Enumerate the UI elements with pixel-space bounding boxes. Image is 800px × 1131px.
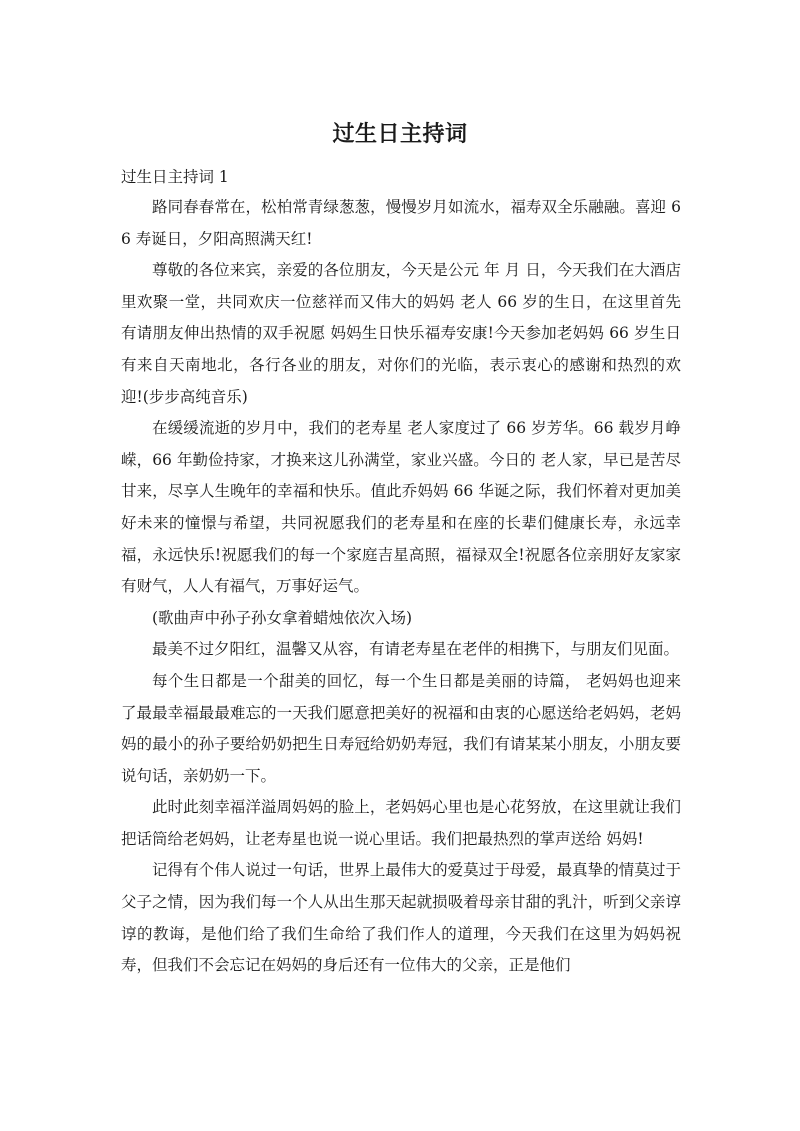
paragraph: 路同春春常在，松柏常青绿葱葱，慢慢岁月如流水，福寿双全乐融融。喜迎 66 寿诞日，夕阳高照满天红! (121, 198, 681, 248)
document-title: 过生日主持词 (332, 122, 468, 147)
document-body (121, 192, 681, 982)
paragraph: 此时此刻幸福洋溢周妈妈的脸上，老妈妈心里也是心花努放，在这里就让我们把话筒给老妈妈，让老寿星也说一说心里话。我们把最热烈的掌声送给 妈妈! (121, 798, 681, 848)
paragraph: 尊敬的各位来宾，亲爱的各位朋友，今天是公元 年 月 日，今天我们在大酒店里欢聚一堂，共同欢庆一位慈祥而又伟大的妈妈 老人 66 岁的生日，在这里首先有请朋友伸出热情的双手祝愿 妈妈生日快乐福寿安康!今天参加老妈妈 66 岁生日有来自天南地北，各行各业的朋友，对你们的光临，表示衷心的感谢和热烈的欢迎!(步步高纯音乐) (121, 261, 681, 406)
paragraph: (歌曲声中孙子孙女拿着蜡烛依次入场) (152, 608, 413, 627)
document-subtitle: 过生日主持词 1 (121, 168, 229, 186)
paragraph: 最美不过夕阳红，温馨又从容，有请老寿星在老伴的相携下，与朋友们见面。 (152, 640, 680, 659)
paragraph: 记得有个伟人说过一句话，世界上最伟大的爱莫过于母爱，最真挚的情莫过于父子之情，因为我们每一个人从出生那天起就损吸着母亲甘甜的乳汁，听到父亲谆谆的教诲，是他们给了我们生命给了我们作人的道理，今天我们在这里为妈妈祝寿，但我们不会忘记在妈妈的身后还有一位伟大的父亲，正是他们 (121, 861, 681, 975)
paragraph: 在缓缓流逝的岁月中，我们的老寿星 老人家度过了 66 岁芳华。66 载岁月峥嵘，66 年勤俭持家，才换来这儿孙满堂，家业兴盛。今日的 老人家，早已是苦尽甘来，尽享人生晚年的幸福和快乐。值此乔妈妈 66 华诞之际，我们怀着对更加美好未来的憧憬与希望，共同祝愿我们的老寿星和在座的长辈们健康长寿，永远幸福，永远快乐!祝愿我们的每一个家庭吉星高照，福禄双全!祝愿各位亲朋好友家家有财气，人人有福气，万事好运气。 (121, 419, 681, 596)
paragraph: 每个生日都是一个甜美的回忆，每一个生日都是美丽的诗篇， 老妈妈也迎来了最最幸福最最难忘的一天我们愿意把美好的祝福和由衷的心愿送给老妈妈，老妈妈的最小的孙子要给奶奶把生日寿冠给奶奶寿冠，我们有请某某小朋友，小朋友要说句话，亲奶奶一下。 (121, 671, 681, 785)
